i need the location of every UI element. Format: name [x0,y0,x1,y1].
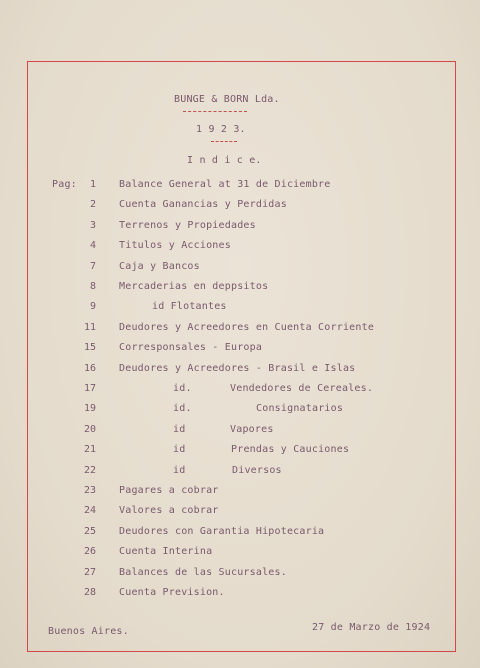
entry-page-number: 21 [83,444,96,455]
entry-title: id. [173,403,192,414]
entry-title: Pagares a cobrar [119,485,219,496]
entry-title: Balances de las Sucursales. [119,567,287,578]
entry-page-number: 7 [89,261,96,272]
entry-subtitle: Consignatarios [256,403,344,414]
year-title: 1 9 2 3. [196,124,246,135]
company-underline [183,111,247,112]
entry-title: Deudores y Acreedores en Cuenta Corriente [119,322,375,333]
index-title: I n d i c e. [187,155,262,166]
entry-page-number: 4 [89,240,96,251]
entry-page-number: 22 [83,465,96,476]
entry-page-number: 16 [83,363,96,374]
footer-place: Buenos Aires. [48,626,129,637]
entry-title: id. [173,383,192,394]
entry-title: id [173,424,186,435]
entry-page-number: 24 [83,505,96,516]
entry-title: Cuenta Interina [119,546,213,557]
entry-page-number: 19 [83,403,96,414]
entry-title: Cuenta Prevision. [119,587,225,598]
entry-page-number: 25 [83,526,96,537]
entry-title: Mercaderias en deppsitos [119,281,269,292]
entry-title: Caja y Bancos [119,261,200,272]
entry-title: Deudores y Acreedores - Brasil e Islas [119,363,356,374]
entry-subtitle: Vapores [230,424,274,435]
entry-title: Cuenta Ganancias y Perdidas [119,199,287,210]
entry-title: Balance General at 31 de Diciembre [119,179,331,190]
entry-page-number: 9 [89,301,96,312]
entry-page-number: 27 [83,567,96,578]
entry-page-number: 8 [89,281,96,292]
entry-title: id [173,444,186,455]
entry-subtitle: Diversos [232,465,282,476]
entry-page-number: 15 [83,342,96,353]
entry-subtitle: Prendas y Cauciones [231,444,350,455]
entry-title: id Flotantes [152,301,227,312]
entry-page-number: 28 [83,587,96,598]
entry-page-number: 11 [83,322,96,333]
page-prefix-label: Pag: [52,179,77,190]
year-underline [211,141,237,142]
footer-date: 27 de Marzo de 1924 [312,622,431,633]
entry-page-number: 23 [83,485,96,496]
company-name: BUNGE & BORN Lda. [174,94,280,105]
entry-page-number: 26 [83,546,96,557]
entry-title: Corresponsales - Europa [119,342,263,353]
entry-title: id [173,465,186,476]
entry-page-number: 20 [83,424,96,435]
entry-title: Valores a cobrar [119,505,219,516]
entry-title: Titulos y Acciones [119,240,231,251]
red-border-frame [27,61,456,652]
entry-title: Deudores con Garantia Hipotecaria [119,526,325,537]
entry-page-number: 2 [89,199,96,210]
entry-title: Terrenos y Propiedades [119,220,256,231]
entry-page-number: 3 [89,220,96,231]
entry-subtitle: Vendedores de Cereales. [230,383,374,394]
entry-page-number: 1 [89,179,96,190]
entry-page-number: 17 [83,383,96,394]
